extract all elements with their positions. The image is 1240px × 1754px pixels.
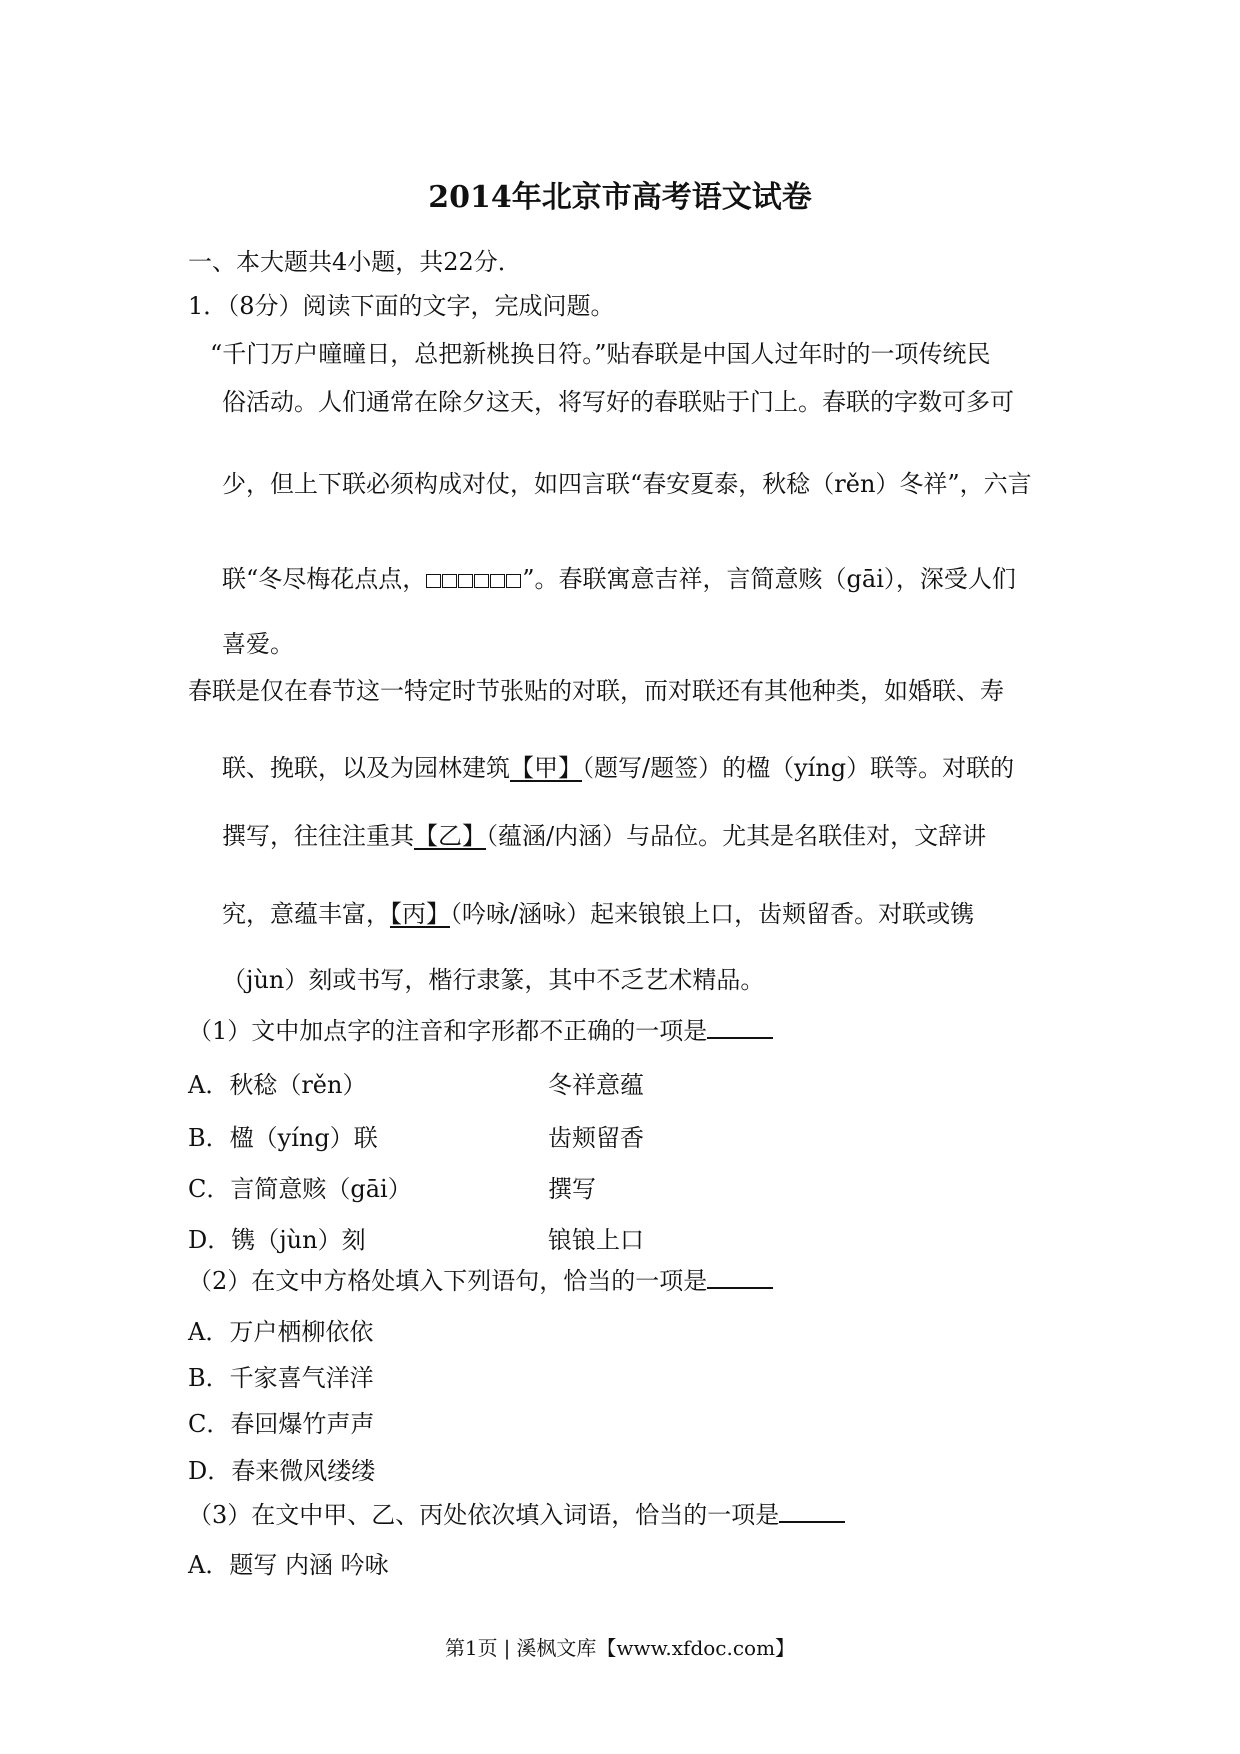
sub-question-3 (188, 1497, 845, 1530)
passage-text: （蕴涵/内涵）与品位。尤其是名联佳对，文辞讲 (486, 822, 987, 850)
question-text: （3）在文中甲、乙、丙处依次填入词语，恰当的一项是 (188, 1501, 780, 1529)
option-b-left: B．楹（yíng）联 (188, 1124, 378, 1152)
option-a: A．万户栖柳依依 (188, 1318, 374, 1346)
option-b-right: 齿颊留香 (548, 1124, 644, 1152)
blank-marker-jia: 【甲】 (510, 754, 582, 782)
option-c-left: C．言简意赅（gāi） (188, 1175, 412, 1203)
sub-question-1 (188, 1013, 773, 1046)
option-d: D．春来微风缕缕 (188, 1457, 376, 1485)
blank-marker-yi: 【乙】 (414, 822, 486, 850)
page-title: 2014年北京市高考语文试卷 (428, 180, 812, 215)
option-a-left: A．秋稔（rěn） (188, 1071, 367, 1099)
footer-separator: | (503, 1636, 511, 1660)
passage-line (222, 565, 1016, 594)
option-a-right: 冬祥意蕴 (548, 1071, 644, 1099)
passage-line (222, 822, 986, 851)
question-text: （2）在文中方格处填入下列语句，恰当的一项是 (188, 1267, 708, 1295)
answer-blank (707, 1013, 773, 1039)
passage-line: 俗活动。人们通常在除夕这天，将写好的春联贴于门上。春联的字数可多可 (222, 388, 1014, 416)
question-1-header: 1．（8分）阅读下面的文字，完成问题。 (188, 292, 615, 320)
passage-text: 究，意蕴丰富， (222, 900, 390, 928)
passage-line: “千门万户曈曈日，总把新桃换日符。”贴春联是中国人过年时的一项传统民 (210, 340, 991, 368)
passage-text: ”。春联寓意吉祥，言简意赅（gāi），深受人们 (522, 565, 1016, 593)
page-number: 第1页 (444, 1636, 498, 1660)
sub-question-2 (188, 1263, 773, 1296)
option-c: C．春回爆竹声声 (188, 1410, 375, 1438)
passage-text: 撰写，往往注重其 (222, 822, 414, 850)
option-d-right: 锒锒上口 (548, 1226, 644, 1254)
passage-line (222, 754, 1014, 783)
passage-text: 联、挽联，以及为园林建筑 (222, 754, 510, 782)
fill-in-boxes (426, 565, 522, 593)
option-d-left: D．镌（jùn）刻 (188, 1226, 366, 1254)
passage-line: 少，但上下联必须构成对仗，如四言联“春安夏泰，秋稔（rěn）冬祥”，六言 (222, 470, 1032, 498)
option-b: B．千家喜气洋洋 (188, 1364, 374, 1392)
passage-line: 春联是仅在春节这一特定时节张贴的对联，而对联还有其他种类，如婚联、寿 (188, 677, 1004, 705)
passage-text: （吟咏/涵咏）起来锒锒上口，齿颊留香。对联或镌 (450, 900, 975, 928)
question-text: （1）文中加点字的注音和字形都不正确的一项是 (188, 1017, 708, 1045)
option-a: A．题写 内涵 吟咏 (188, 1551, 389, 1579)
answer-blank (779, 1497, 845, 1523)
blank-marker-bing: 【丙】 (390, 900, 450, 928)
source-link[interactable]: 溪枫文库【www.xfdoc.com】 (516, 1636, 796, 1660)
passage-text: （题写/题签）的楹（yíng）联等。对联的 (582, 754, 1015, 782)
passage-text: 联“冬尽梅花点点， (222, 565, 427, 593)
option-c-right: 撰写 (548, 1175, 596, 1203)
passage-line: 喜爱。 (222, 630, 294, 658)
answer-blank (707, 1263, 773, 1289)
section-heading: 一、本大题共4小题，共22分． (188, 248, 522, 276)
passage-line: （jùn）刻或书写，楷行隶篆，其中不乏艺术精品。 (222, 966, 765, 994)
page-footer (0, 1632, 1240, 1661)
passage-line (222, 900, 974, 929)
